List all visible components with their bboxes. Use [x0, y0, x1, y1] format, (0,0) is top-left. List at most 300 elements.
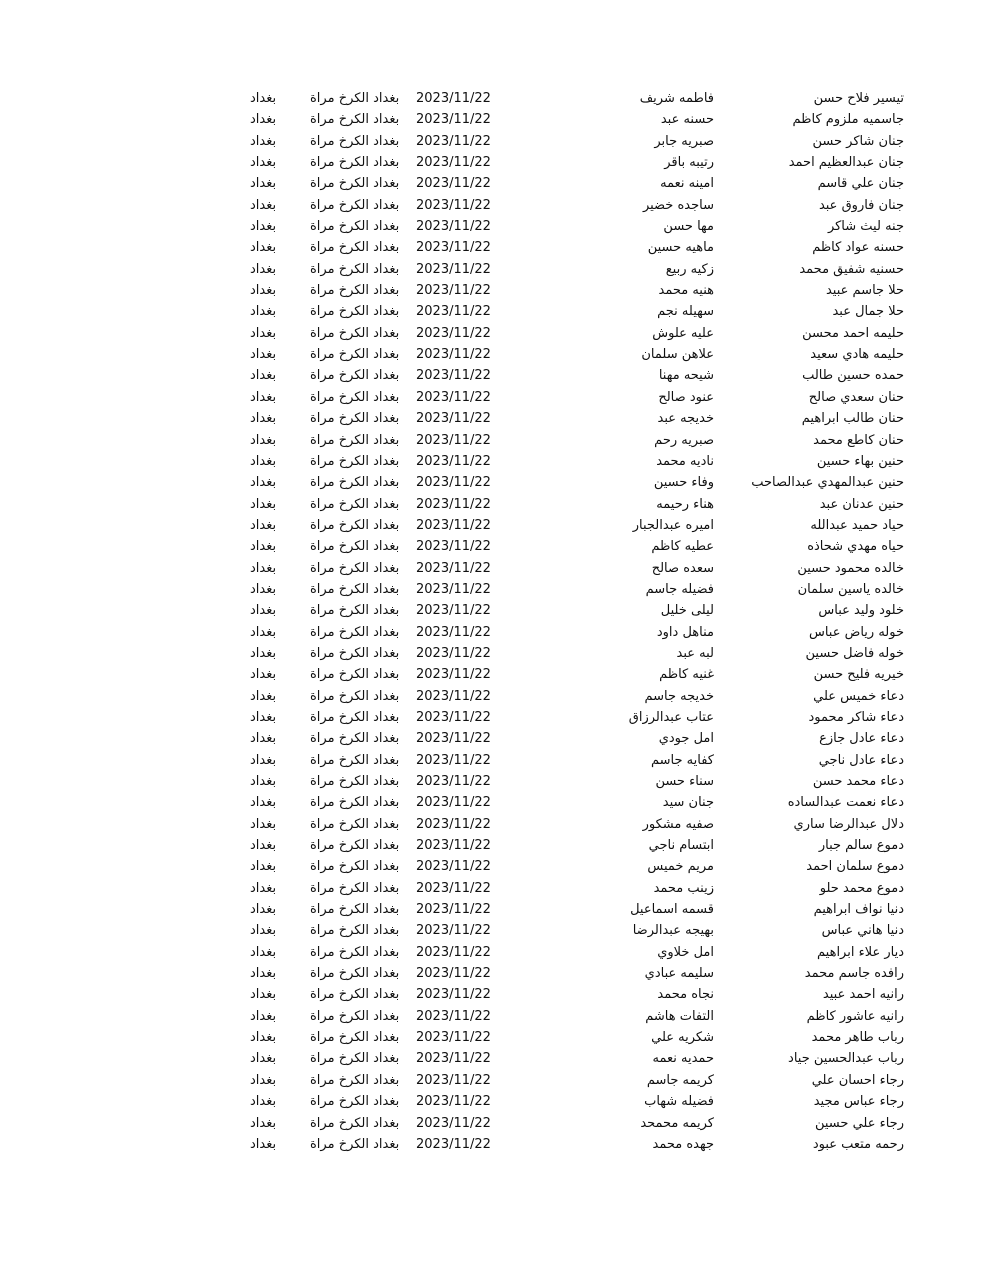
- person-name: دعاء شاكر محمود: [808, 709, 904, 725]
- governorate: بغداد: [250, 219, 277, 235]
- record-place: بغداد الكرخ مراة: [310, 880, 400, 896]
- list-item: [0, 472, 989, 493]
- mother-name: ليلى خليل: [660, 603, 714, 619]
- governorate: بغداد: [250, 987, 277, 1003]
- mother-name: خديجه عبد: [657, 411, 714, 427]
- record-date: 2023/11/22: [416, 133, 491, 149]
- governorate: بغداد: [250, 347, 277, 363]
- record-place: بغداد الكرخ مراة: [310, 859, 400, 875]
- list-item: [0, 216, 989, 237]
- person-name: حياد حميد عبدالله: [810, 517, 904, 533]
- list-item: [0, 1070, 989, 1091]
- mother-name: لبه عبد: [676, 645, 714, 661]
- record-date: 2023/11/22: [416, 432, 491, 448]
- person-name: رافده جاسم محمد: [804, 966, 904, 982]
- person-name: رحمه متعب عبود: [812, 1136, 904, 1152]
- record-place: بغداد الكرخ مراة: [310, 304, 400, 320]
- record-place: بغداد الكرخ مراة: [310, 838, 400, 854]
- governorate: بغداد: [250, 91, 277, 106]
- record-place: بغداد الكرخ مراة: [310, 496, 400, 512]
- person-name: حلا جاسم عبيد: [825, 283, 904, 299]
- person-name: رجاء احسان علي: [811, 1072, 904, 1088]
- governorate: بغداد: [250, 411, 277, 427]
- record-place: بغداد الكرخ مراة: [310, 1030, 400, 1046]
- governorate: بغداد: [250, 603, 277, 619]
- list-item: [0, 856, 989, 877]
- governorate: بغداد: [250, 731, 277, 747]
- record-date: 2023/11/22: [416, 731, 491, 747]
- governorate: بغداد: [250, 859, 277, 875]
- mother-name: شيحه مهنا: [658, 368, 714, 384]
- person-name: حنان سعدي صالح: [808, 389, 904, 405]
- governorate: بغداد: [250, 133, 277, 149]
- mother-name: امل خلاوي: [657, 944, 714, 960]
- governorate: بغداد: [250, 389, 277, 405]
- governorate: بغداد: [250, 752, 277, 768]
- record-place: بغداد الكرخ مراة: [310, 667, 400, 683]
- list-item: [0, 173, 989, 194]
- list-item: [0, 536, 989, 557]
- person-name: جنان علي قاسم: [817, 176, 904, 192]
- record-date: 2023/11/22: [416, 859, 491, 875]
- governorate: بغداد: [250, 112, 277, 128]
- governorate: بغداد: [250, 902, 277, 918]
- governorate: بغداد: [250, 944, 277, 960]
- record-date: 2023/11/22: [416, 603, 491, 619]
- record-date: 2023/11/22: [416, 283, 491, 299]
- mother-name: عتاب عبدالرزاق: [628, 709, 714, 725]
- person-name: دعاء نعمت عبدالساده: [787, 795, 904, 811]
- mother-name: عليه علوش: [652, 325, 714, 341]
- record-place: بغداد الكرخ مراة: [310, 112, 400, 128]
- record-place: بغداد الكرخ مراة: [310, 923, 400, 939]
- person-name: حنين عبدالمهدي عبدالصاحب: [751, 475, 904, 491]
- list-item: [0, 451, 989, 472]
- list-item: [0, 643, 989, 664]
- person-name: رباب طاهر محمد: [811, 1030, 904, 1046]
- list-item: [0, 301, 989, 322]
- record-place: بغداد الكرخ مراة: [310, 709, 400, 725]
- list-item: [0, 1027, 989, 1048]
- list-item: [0, 323, 989, 344]
- record-place: بغداد الكرخ مراة: [310, 411, 400, 427]
- governorate: بغداد: [250, 645, 277, 661]
- governorate: بغداد: [250, 197, 277, 213]
- mother-name: غنيه كاظم: [659, 667, 714, 683]
- mother-name: مريم خميس: [647, 859, 714, 875]
- list-item: [0, 237, 989, 258]
- governorate: بغداد: [250, 667, 277, 683]
- record-place: بغداد الكرخ مراة: [310, 987, 400, 1003]
- list-item: [0, 387, 989, 408]
- mother-name: فاطمه شريف: [639, 91, 714, 106]
- governorate: بغداد: [250, 304, 277, 320]
- person-name: حنان كاطع محمد: [813, 432, 904, 448]
- mother-name: جهده محمد: [652, 1136, 714, 1152]
- record-place: بغداد الكرخ مراة: [310, 197, 400, 213]
- record-place: بغداد الكرخ مراة: [310, 1136, 400, 1152]
- mother-name: ناديه محمد: [656, 453, 714, 469]
- record-place: بغداد الكرخ مراة: [310, 176, 400, 192]
- record-place: بغداد الكرخ مراة: [310, 581, 400, 597]
- governorate: بغداد: [250, 368, 277, 384]
- mother-name: سليمه عبادي: [644, 966, 714, 982]
- record-date: 2023/11/22: [416, 795, 491, 811]
- record-place: بغداد الكرخ مراة: [310, 389, 400, 405]
- record-place: بغداد الكرخ مراة: [310, 688, 400, 704]
- governorate: بغداد: [250, 795, 277, 811]
- mother-name: امل جودي: [658, 731, 714, 747]
- mother-name: سهيله نجم: [657, 304, 714, 320]
- list-item: [0, 600, 989, 621]
- list-item: [0, 558, 989, 579]
- person-name: دعاء عادل ناجي: [818, 752, 904, 768]
- record-date: 2023/11/22: [416, 1136, 491, 1152]
- record-date: 2023/11/22: [416, 368, 491, 384]
- record-place: بغداد الكرخ مراة: [310, 1094, 400, 1110]
- record-date: 2023/11/22: [416, 688, 491, 704]
- mother-name: ابتسام ناجي: [648, 838, 714, 854]
- mother-name: مناهل داود: [656, 624, 714, 640]
- record-place: بغداد الكرخ مراة: [310, 1051, 400, 1067]
- list-item: [0, 707, 989, 728]
- person-name: دعاء خميس علي: [813, 688, 904, 704]
- record-place: بغداد الكرخ مراة: [310, 539, 400, 555]
- mother-name: ماهيه حسين: [647, 240, 714, 256]
- record-place: بغداد الكرخ مراة: [310, 91, 400, 106]
- list-item: [0, 771, 989, 792]
- record-place: بغداد الكرخ مراة: [310, 774, 400, 789]
- person-name: حمده حسين طالب: [802, 368, 904, 384]
- record-date: 2023/11/22: [416, 816, 491, 832]
- record-place: بغداد الكرخ مراة: [310, 219, 400, 235]
- record-date: 2023/11/22: [416, 155, 491, 171]
- mother-name: قسمه اسماعيل: [630, 902, 714, 918]
- record-date: 2023/11/22: [416, 1030, 491, 1046]
- record-place: بغداد الكرخ مراة: [310, 475, 400, 491]
- record-date: 2023/11/22: [416, 1115, 491, 1131]
- person-name: حنان طالب ابراهيم: [801, 411, 904, 427]
- list-item: [0, 1006, 989, 1027]
- person-name: جنان عبدالعظيم احمد: [788, 155, 904, 171]
- person-name: حليمه هادي سعيد: [810, 347, 904, 363]
- record-place: بغداد الكرخ مراة: [310, 347, 400, 363]
- record-place: بغداد الكرخ مراة: [310, 261, 400, 277]
- list-item: [0, 899, 989, 920]
- person-name: رباب عبدالحسين جياد: [788, 1051, 904, 1067]
- record-date: 2023/11/22: [416, 944, 491, 960]
- record-place: بغداد الكرخ مراة: [310, 432, 400, 448]
- list-item: [0, 942, 989, 963]
- person-name: جاسميه ملزوم كاظم: [792, 112, 904, 128]
- mother-name: اميره عبدالجبار: [632, 517, 714, 533]
- record-date: 2023/11/22: [416, 261, 491, 277]
- record-date: 2023/11/22: [416, 667, 491, 683]
- record-place: بغداد الكرخ مراة: [310, 1072, 400, 1088]
- mother-name: عطيه كاظم: [651, 539, 714, 555]
- list-item: [0, 835, 989, 856]
- governorate: بغداد: [250, 176, 277, 192]
- governorate: بغداد: [250, 283, 277, 299]
- record-place: بغداد الكرخ مراة: [310, 325, 400, 341]
- record-place: بغداد الكرخ مراة: [310, 133, 400, 149]
- governorate: بغداد: [250, 1008, 277, 1024]
- person-name: خلود وليد عباس: [818, 603, 904, 619]
- mother-name: حسنه عبد: [660, 112, 714, 128]
- mother-name: التفات هاشم: [645, 1008, 714, 1024]
- person-name: دلال عبدالرضا ساري: [793, 816, 904, 832]
- list-item: [0, 792, 989, 813]
- record-place: بغداد الكرخ مراة: [310, 517, 400, 533]
- governorate: بغداد: [250, 325, 277, 341]
- record-date: 2023/11/22: [416, 1094, 491, 1110]
- governorate: بغداد: [250, 581, 277, 597]
- record-place: بغداد الكرخ مراة: [310, 603, 400, 619]
- governorate: بغداد: [250, 517, 277, 533]
- record-date: 2023/11/22: [416, 517, 491, 533]
- record-date: 2023/11/22: [416, 112, 491, 128]
- record-date: 2023/11/22: [416, 624, 491, 640]
- mother-name: كريمه محمحد: [640, 1115, 714, 1131]
- mother-name: فضيله شهاب: [644, 1094, 714, 1110]
- person-name: ديار علاء ابراهيم: [817, 944, 904, 960]
- mother-name: زينب محمد: [653, 880, 714, 896]
- list-item: [0, 195, 989, 216]
- record-place: بغداد الكرخ مراة: [310, 816, 400, 832]
- record-place: بغداد الكرخ مراة: [310, 645, 400, 661]
- governorate: بغداد: [250, 624, 277, 640]
- list-item: [0, 88, 989, 109]
- record-date: 2023/11/22: [416, 389, 491, 405]
- list-item: [0, 664, 989, 685]
- record-date: 2023/11/22: [416, 1051, 491, 1067]
- list-item: [0, 686, 989, 707]
- list-item: [0, 494, 989, 515]
- record-date: 2023/11/22: [416, 1008, 491, 1024]
- record-date: 2023/11/22: [416, 752, 491, 768]
- governorate: بغداد: [250, 155, 277, 171]
- person-name: حليمه احمد محسن: [802, 325, 904, 341]
- mother-name: بهيجه عبدالرضا: [632, 923, 714, 939]
- list-item: [0, 152, 989, 173]
- list-item: [0, 920, 989, 941]
- record-date: 2023/11/22: [416, 347, 491, 363]
- mother-name: وفاء حسين: [653, 475, 714, 491]
- list-item: [0, 984, 989, 1005]
- person-name: رجاء علي حسين: [814, 1115, 904, 1131]
- person-name: دعاء محمد حسن: [812, 774, 904, 789]
- list-item: [0, 1113, 989, 1134]
- person-name: حسنيه شفيق محمد: [799, 261, 904, 277]
- record-date: 2023/11/22: [416, 966, 491, 982]
- list-item: [0, 430, 989, 451]
- mother-name: صفيه مشكور: [642, 816, 714, 832]
- record-place: بغداد الكرخ مراة: [310, 240, 400, 256]
- governorate: بغداد: [250, 560, 277, 576]
- governorate: بغداد: [250, 1094, 277, 1110]
- mother-name: مها حسن: [663, 219, 714, 235]
- governorate: بغداد: [250, 1115, 277, 1131]
- governorate: بغداد: [250, 923, 277, 939]
- list-item: [0, 1091, 989, 1112]
- list-item: [0, 408, 989, 429]
- list-item: [0, 1134, 989, 1155]
- record-date: 2023/11/22: [416, 411, 491, 427]
- mother-name: صبريه رحم: [654, 432, 714, 448]
- record-date: 2023/11/22: [416, 987, 491, 1003]
- mother-name: سناء حسن: [655, 774, 714, 789]
- person-name: حنين عدنان عبد: [819, 496, 904, 512]
- person-name: رانيه احمد عبيد: [822, 987, 904, 1003]
- mother-name: شكريه علي: [651, 1030, 714, 1046]
- record-date: 2023/11/22: [416, 774, 491, 789]
- record-date: 2023/11/22: [416, 176, 491, 192]
- governorate: بغداد: [250, 261, 277, 277]
- record-place: بغداد الكرخ مراة: [310, 1115, 400, 1131]
- mother-name: حمديه نعمه: [652, 1051, 714, 1067]
- governorate: بغداد: [250, 453, 277, 469]
- mother-name: علاهن سلمان: [641, 347, 714, 363]
- list-item: [0, 131, 989, 152]
- mother-name: عنود صالح: [658, 389, 714, 405]
- record-date: 2023/11/22: [416, 475, 491, 491]
- record-date: 2023/11/22: [416, 560, 491, 576]
- mother-name: هنيه محمد: [658, 283, 714, 299]
- person-name: دعاء عادل جازع: [819, 731, 904, 747]
- list-item: [0, 728, 989, 749]
- record-place: بغداد الكرخ مراة: [310, 752, 400, 768]
- person-name: حنين بهاء حسين: [816, 453, 904, 469]
- governorate: بغداد: [250, 1136, 277, 1152]
- record-date: 2023/11/22: [416, 539, 491, 555]
- governorate: بغداد: [250, 816, 277, 832]
- governorate: بغداد: [250, 539, 277, 555]
- record-place: بغداد الكرخ مراة: [310, 731, 400, 747]
- record-date: 2023/11/22: [416, 923, 491, 939]
- record-date: 2023/11/22: [416, 219, 491, 235]
- mother-name: هناء رحيمه: [656, 496, 714, 512]
- mother-name: كريمه جاسم: [646, 1072, 714, 1088]
- record-date: 2023/11/22: [416, 645, 491, 661]
- mother-name: جنان سيد: [662, 795, 714, 811]
- person-name: رانيه عاشور كاظم: [806, 1008, 904, 1024]
- governorate: بغداد: [250, 432, 277, 448]
- person-name: رجاء عباس مجيد: [813, 1094, 904, 1110]
- record-place: بغداد الكرخ مراة: [310, 795, 400, 811]
- record-date: 2023/11/22: [416, 880, 491, 896]
- person-name: خوله فاضل حسين: [805, 645, 904, 661]
- record-date: 2023/11/22: [416, 453, 491, 469]
- mother-name: كفايه جاسم: [651, 752, 714, 768]
- record-date: 2023/11/22: [416, 240, 491, 256]
- person-name: جنان شاكر حسن: [812, 133, 904, 149]
- governorate: بغداد: [250, 838, 277, 854]
- record-date: 2023/11/22: [416, 709, 491, 725]
- list-item: [0, 814, 989, 835]
- mother-name: سعده صالح: [651, 560, 714, 576]
- mother-name: خديجه جاسم: [644, 688, 714, 704]
- person-name: تيسير فلاح حسن: [813, 91, 904, 106]
- mother-name: ساجده خضير: [642, 197, 714, 213]
- record-date: 2023/11/22: [416, 838, 491, 854]
- person-name: حياه مهدي شحاذه: [807, 539, 904, 555]
- list-item: [0, 622, 989, 643]
- governorate: بغداد: [250, 1051, 277, 1067]
- list-item: [0, 259, 989, 280]
- list-item: [0, 515, 989, 536]
- record-place: بغداد الكرخ مراة: [310, 155, 400, 171]
- mother-name: رتيبه باقر: [664, 155, 714, 171]
- mother-name: زكيه ربيع: [665, 261, 714, 277]
- record-date: 2023/11/22: [416, 581, 491, 597]
- record-place: بغداد الكرخ مراة: [310, 560, 400, 576]
- person-name: جنه ليث شاكر: [827, 219, 904, 235]
- record-place: بغداد الكرخ مراة: [310, 944, 400, 960]
- record-place: بغداد الكرخ مراة: [310, 368, 400, 384]
- record-date: 2023/11/22: [416, 304, 491, 320]
- governorate: بغداد: [250, 1030, 277, 1046]
- person-name: دنيا هاني عباس: [821, 923, 904, 939]
- list-item: [0, 344, 989, 365]
- record-place: بغداد الكرخ مراة: [310, 624, 400, 640]
- governorate: بغداد: [250, 966, 277, 982]
- list-item: [0, 365, 989, 386]
- person-name: حلا جمال عبد: [832, 304, 904, 320]
- mother-name: صبريه جابر: [654, 133, 714, 149]
- record-date: 2023/11/22: [416, 91, 491, 106]
- person-name: دنيا نواف ابراهيم: [813, 902, 904, 918]
- mother-name: امينه نعمه: [660, 176, 714, 192]
- person-name: خالده محمود حسين: [797, 560, 904, 576]
- list-item: [0, 579, 989, 600]
- list-item: [0, 750, 989, 771]
- record-place: بغداد الكرخ مراة: [310, 966, 400, 982]
- record-date: 2023/11/22: [416, 496, 491, 512]
- governorate: بغداد: [250, 496, 277, 512]
- governorate: بغداد: [250, 1072, 277, 1088]
- record-place: بغداد الكرخ مراة: [310, 453, 400, 469]
- governorate: بغداد: [250, 774, 277, 789]
- record-place: بغداد الكرخ مراة: [310, 1008, 400, 1024]
- list-item: [0, 1048, 989, 1069]
- record-date: 2023/11/22: [416, 197, 491, 213]
- record-date: 2023/11/22: [416, 325, 491, 341]
- governorate: بغداد: [250, 880, 277, 896]
- record-place: بغداد الكرخ مراة: [310, 283, 400, 299]
- person-name: حسنه عواد كاظم: [812, 240, 904, 256]
- mother-name: فضيله جاسم: [645, 581, 714, 597]
- mother-name: نجاه محمد: [657, 987, 714, 1003]
- person-name: دموع محمد حلو: [819, 880, 904, 896]
- person-name: جنان فاروق عبد: [818, 197, 904, 213]
- list-item: [0, 963, 989, 984]
- governorate: بغداد: [250, 475, 277, 491]
- person-name: خيريه فليح حسن: [813, 667, 904, 683]
- list-item: [0, 878, 989, 899]
- governorate: بغداد: [250, 688, 277, 704]
- records-list: [0, 88, 989, 1155]
- person-name: خالده ياسين سلمان: [797, 581, 904, 597]
- record-date: 2023/11/22: [416, 902, 491, 918]
- person-name: دموع سالم جبار: [818, 838, 904, 854]
- person-name: دموع سلمان احمد: [806, 859, 904, 875]
- record-date: 2023/11/22: [416, 1072, 491, 1088]
- governorate: بغداد: [250, 240, 277, 256]
- governorate: بغداد: [250, 709, 277, 725]
- list-item: [0, 280, 989, 301]
- list-item: [0, 109, 989, 130]
- record-place: بغداد الكرخ مراة: [310, 902, 400, 918]
